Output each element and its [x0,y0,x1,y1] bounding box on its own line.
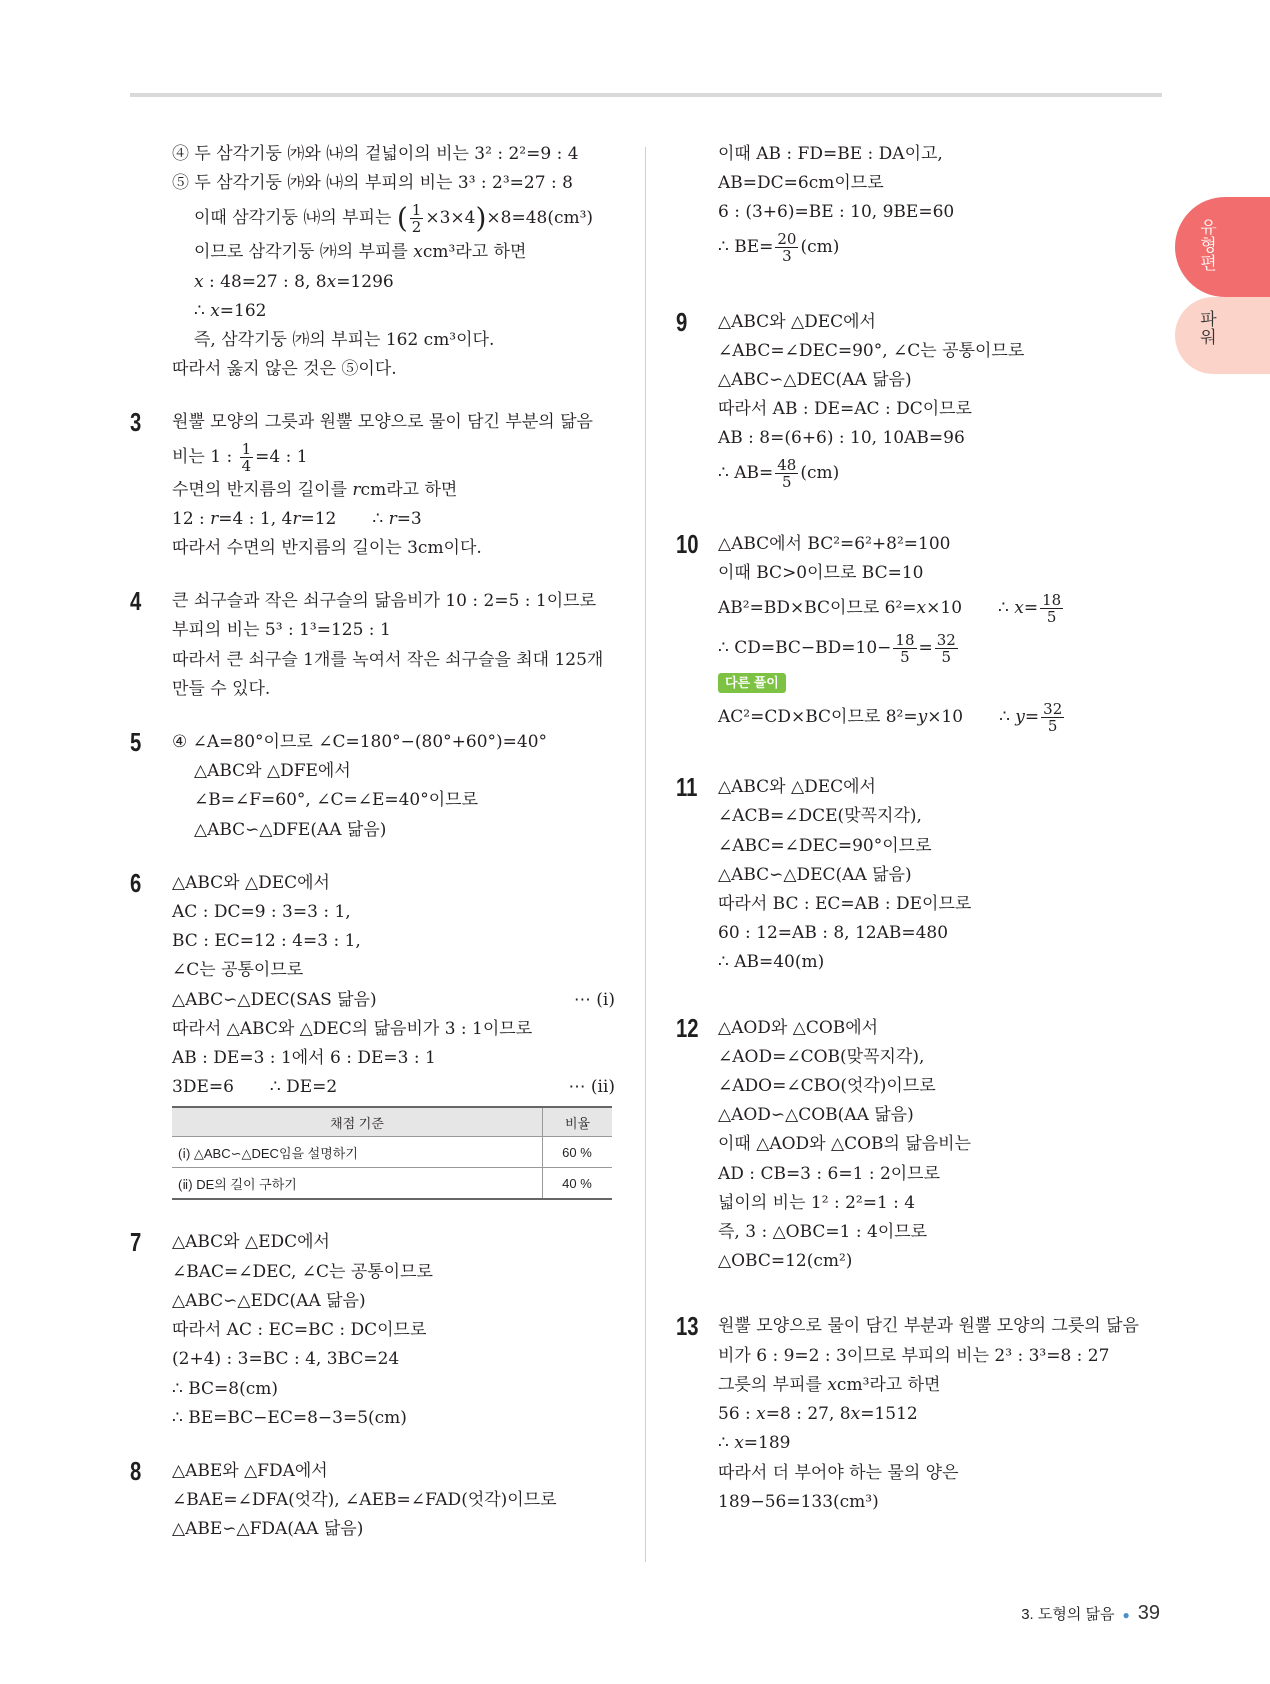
fraction [1041,701,1064,734]
text-line: 따라서 AB : DE=AC : DC이므로 [718,399,972,420]
text-line [718,628,1176,668]
problem-8 [130,1457,615,1545]
text-line: ∴ AB=40(m) [718,952,825,973]
numerator: 32 [1043,700,1063,719]
side-tab-type[interactable] [1175,197,1270,297]
text-line: △ABC에서 BC²=6²+8²=100 [718,533,951,554]
text-line: △ABC∽△DFE(AA 닮음) [194,819,387,840]
fraction [1040,592,1063,625]
text-segment: ∴ 𝑥= [998,598,1039,619]
text-line: 따라서 큰 쇠구슬 1개를 녹여서 작은 쇠구슬을 최대 125개 [172,649,604,670]
text-line [718,697,1176,737]
text-segment: AB²=BD×BC이므로 6²=𝑥×10 [718,598,963,619]
text-segment: ∴ 𝑟=3 [372,508,422,529]
denominator: 5 [900,648,910,667]
problem-2-continued [130,140,615,384]
text-line: 그릇의 부피를 𝑥cm³라고 하면 [718,1374,941,1395]
text-line: ∠BAE=∠DFA(엇각), ∠AEB=∠FAD(엇각)이므로 [172,1490,557,1511]
table-header: 비율 [543,1107,613,1137]
text-line: △ABC∽△DEC(AA 닮음) [718,370,912,391]
fraction [935,632,958,665]
text-line: 즉, 3 : △OBC=1 : 4이므로 [718,1222,928,1243]
text-line: 𝑥 : 48=27 : 8, 8𝑥=1296 [194,271,394,292]
text-segment: =4 : 1 [255,446,308,467]
text-line: 따라서 더 부어야 하는 물의 양은 [718,1462,959,1483]
table-cell: 40 % [543,1168,613,1200]
denominator: 2 [411,218,422,237]
denominator: 5 [941,648,952,667]
fraction [240,441,254,474]
problem-4 [130,587,615,704]
fraction [775,457,798,490]
text-line: △ABC와 △EDC에서 [172,1232,330,1253]
table-cell: 60 % [543,1137,613,1168]
step-marker: ⋯ (ⅱ) [568,1077,615,1098]
problem-number: 13 [676,1311,699,1342]
text-line [718,668,1176,697]
top-rule [130,93,1162,97]
text-line: △ABE∽△FDA(AA 닮음) [172,1519,364,1540]
text-line: AB : DE=3 : 1에서 6 : DE=3 : 1 [172,1048,436,1069]
text-line: 56 : 𝑥=8 : 27, 8𝑥=1512 [718,1404,918,1425]
problem-number: 9 [676,306,688,337]
text-segment: ×3×4 [425,208,476,229]
problem-10 [676,530,1176,738]
text-line: △AOD와 △COB에서 [718,1017,879,1038]
numerator: 1 [411,201,422,220]
text-line [172,1073,615,1102]
text-line: ∴ BE=BC−EC=8−3=5(cm) [172,1407,407,1428]
denominator: 3 [782,246,792,265]
text-line: △ABC와 △DFE에서 [194,761,351,782]
text-line: 따라서 옳지 않은 것은 ⑤이다. [172,359,397,380]
text-line [172,438,615,476]
text-line: AB : 8=(6+6) : 10, 10AB=96 [718,428,965,449]
text-line: △ABE와 △FDA에서 [172,1460,328,1481]
text-line: 원뿔 모양으로 물이 담긴 부분과 원뿔 모양의 그릇의 닮음 [718,1316,1139,1337]
text-line: 이때 AB : FD=BE : DA이고, [718,144,943,164]
text-segment: (cm) [800,236,840,257]
problem-number: 6 [130,867,142,898]
text-line: ∠ADO=∠CBO(엇각)이므로 [718,1076,936,1097]
right-column [676,140,1176,1517]
text-line: AD : CB=3 : 6=1 : 2이므로 [718,1163,941,1184]
text-line: ∴ BC=8(cm) [172,1378,279,1399]
problem-5 [130,728,615,845]
problem-3 [130,408,615,563]
text-line: ∠C는 공통이므로 [172,960,304,981]
text-line [172,986,615,1015]
problem-number: 7 [130,1227,142,1258]
paren: ( [396,201,408,235]
scoring-table [172,1106,612,1200]
denominator: 5 [1046,608,1057,627]
table-cell: (ⅰ) △ABC∽△DEC임을 설명하기 [172,1137,543,1168]
text-line: 넓이의 비는 1² : 2²=1 : 4 [718,1192,916,1213]
text-segment: = [918,638,933,659]
text-line: 6 : (3+6)=BE : 10, 9BE=60 [718,202,955,223]
text-line: ∠ABC=∠DEC=90°, ∠C는 공통이므로 [718,340,1025,361]
text-segment: (cm) [800,462,840,483]
text-segment: ×8=48(cm³) [486,208,594,229]
text-line: 이때 BC>0이므로 BC=10 [718,562,924,583]
column-divider [645,147,646,1562]
text-line: 부피의 비는 5³ : 1³=125 : 1 [172,620,391,641]
text-line: ∴ 𝑥=162 [194,300,267,321]
text-line: ∠B=∠F=60°, ∠C=∠E=40°이므로 [194,790,478,811]
numerator: 1 [241,439,252,458]
text-line: △ABC와 △DEC에서 [718,311,876,332]
text-segment: ∴ BE= [718,236,774,257]
paren: ) [475,201,487,235]
problem-number: 12 [676,1012,699,1043]
text-line [718,588,1176,628]
text-line: 60 : 12=AB : 8, 12AB=480 [718,923,949,944]
text-line: △ABC와 △DEC에서 [718,777,876,798]
text-line [172,198,615,238]
table-header: 채점 기준 [172,1107,543,1137]
side-tab-type-label: 유형편 [1196,218,1216,272]
text-line: ∠BAC=∠DEC, ∠C는 공통이므로 [172,1261,433,1282]
text-segment: 이때 삼각기둥 ㈏의 부피는 [194,208,397,229]
text-line: 만들 수 있다. [172,678,271,699]
text-line: ④ ∠A=80°이므로 ∠C=180°−(80°+60°)=40° [172,732,548,753]
text-line: △OBC=12(cm²) [718,1251,853,1272]
text-line: 189−56=133(cm³) [718,1491,879,1512]
text-line: (2+4) : 3=BC : 4, 3BC=24 [172,1349,400,1370]
problem-number: 10 [676,528,699,559]
text-line: BC : EC=12 : 4=3 : 1, [172,931,361,952]
text-line [172,505,615,534]
text-segment: ∴ DE=2 [269,1077,338,1098]
numerator: 18 [895,631,915,650]
problem-number: 5 [130,727,142,758]
text-line: 비가 6 : 9=2 : 3이므로 부피의 비는 2³ : 3³=8 : 27 [718,1345,1110,1366]
problem-number: 4 [130,586,142,617]
numerator: 48 [777,455,797,474]
text-line: AC : DC=9 : 3=3 : 1, [172,902,351,923]
text-segment: ∴ 𝑦= [999,707,1040,728]
problem-11 [676,773,1176,977]
denominator: 5 [1047,717,1058,736]
text-line: △ABC와 △DEC에서 [172,872,330,893]
problem-7 [130,1228,615,1432]
text-line: ∠AOD=∠COB(맞꼭지각), [718,1046,925,1067]
text-line: ⑤ 두 삼각기둥 ㈎와 ㈏의 부피의 비는 3³ : 2³=27 : 8 [172,173,573,194]
text-line: △AOD∽△COB(AA 닮음) [718,1105,914,1126]
text-line: ④ 두 삼각기둥 ㈎와 ㈏의 겉넓이의 비는 3² : 2²=9 : 4 [172,144,579,164]
table-row [172,1168,612,1200]
fraction [893,632,916,665]
text-segment: ∴ CD=BC−BD=10− [718,638,892,659]
text-line: 따라서 수면의 반지름의 길이는 3cm이다. [172,538,482,559]
text-line: 따라서 AC : EC=BC : DC이므로 [172,1320,427,1341]
text-line: ∠ACB=∠DCE(맞꼭지각), [718,806,922,827]
text-line [718,228,1176,266]
fraction [410,202,424,235]
bullet-icon: ● [1122,1608,1130,1622]
text-line: ∴ 𝑥=189 [718,1433,791,1454]
chapter-title: 3. 도형의 닮음 [1021,1606,1115,1623]
table-cell: (ⅱ) DE의 길이 구하기 [172,1168,543,1200]
text-line: AB=DC=6cm이므로 [718,173,884,194]
problem-12 [676,1014,1176,1277]
text-line: 원뿔 모양의 그릇과 원뿔 모양으로 물이 담긴 부분의 닮음 [172,412,593,433]
text-line: 큰 쇠구슬과 작은 쇠구슬의 닮음비가 10 : 2=5 : 1이므로 [172,591,597,612]
side-tab-power-label: 파워 [1196,310,1216,346]
text-segment: 비는 1 : [172,446,238,467]
text-line: 따라서 BC : EC=AB : DE이므로 [718,894,972,915]
step-marker: ⋯ (ⅰ) [573,989,615,1010]
page-footer [1021,1602,1160,1625]
text-segment: ∴ AB= [718,462,774,483]
numerator: 32 [936,631,956,650]
problem-8-continued [676,140,1176,266]
numerator: 20 [777,229,797,248]
table-row [172,1137,612,1168]
left-column [130,140,615,1545]
problem-number: 8 [130,1455,142,1486]
text-line: 이므로 삼각기둥 ㈎의 부피를 𝑥cm³라고 하면 [194,242,527,263]
alternative-solution-badge: 다른 풀이 [718,673,786,693]
text-line [718,454,1176,492]
page-number: 39 [1137,1602,1160,1624]
text-segment: △ABC∽△DEC(SAS 닮음) [172,989,377,1010]
text-line: 수면의 반지름의 길이를 𝑟cm라고 하면 [172,479,458,500]
text-line: 이때 △AOD와 △COB의 닮음비는 [718,1134,972,1155]
text-line: △ABC∽△DEC(AA 닮음) [718,864,912,885]
numerator: 18 [1042,591,1062,610]
problem-6 [130,869,615,1201]
problem-9 [676,308,1176,492]
text-line: 즉, 삼각기둥 ㈎의 부피는 162 cm³이다. [194,330,495,351]
denominator: 4 [241,456,252,475]
text-segment: AC²=CD×BC이므로 8²=𝑦×10 [718,707,964,728]
problem-number: 3 [130,407,142,438]
text-line: ∠ABC=∠DEC=90°이므로 [718,835,932,856]
text-segment: 3DE=6 [172,1077,234,1098]
problem-13 [676,1312,1176,1516]
problem-number: 11 [676,772,698,803]
text-line: 따라서 △ABC와 △DEC의 닮음비가 3 : 1이므로 [172,1018,533,1039]
text-segment: 12 : 𝑟=4 : 1, 4𝑟=12 [172,508,337,529]
side-tab-power[interactable] [1175,297,1270,374]
text-line: △ABC∽△EDC(AA 닮음) [172,1290,366,1311]
fraction [775,231,798,264]
denominator: 5 [782,472,792,491]
